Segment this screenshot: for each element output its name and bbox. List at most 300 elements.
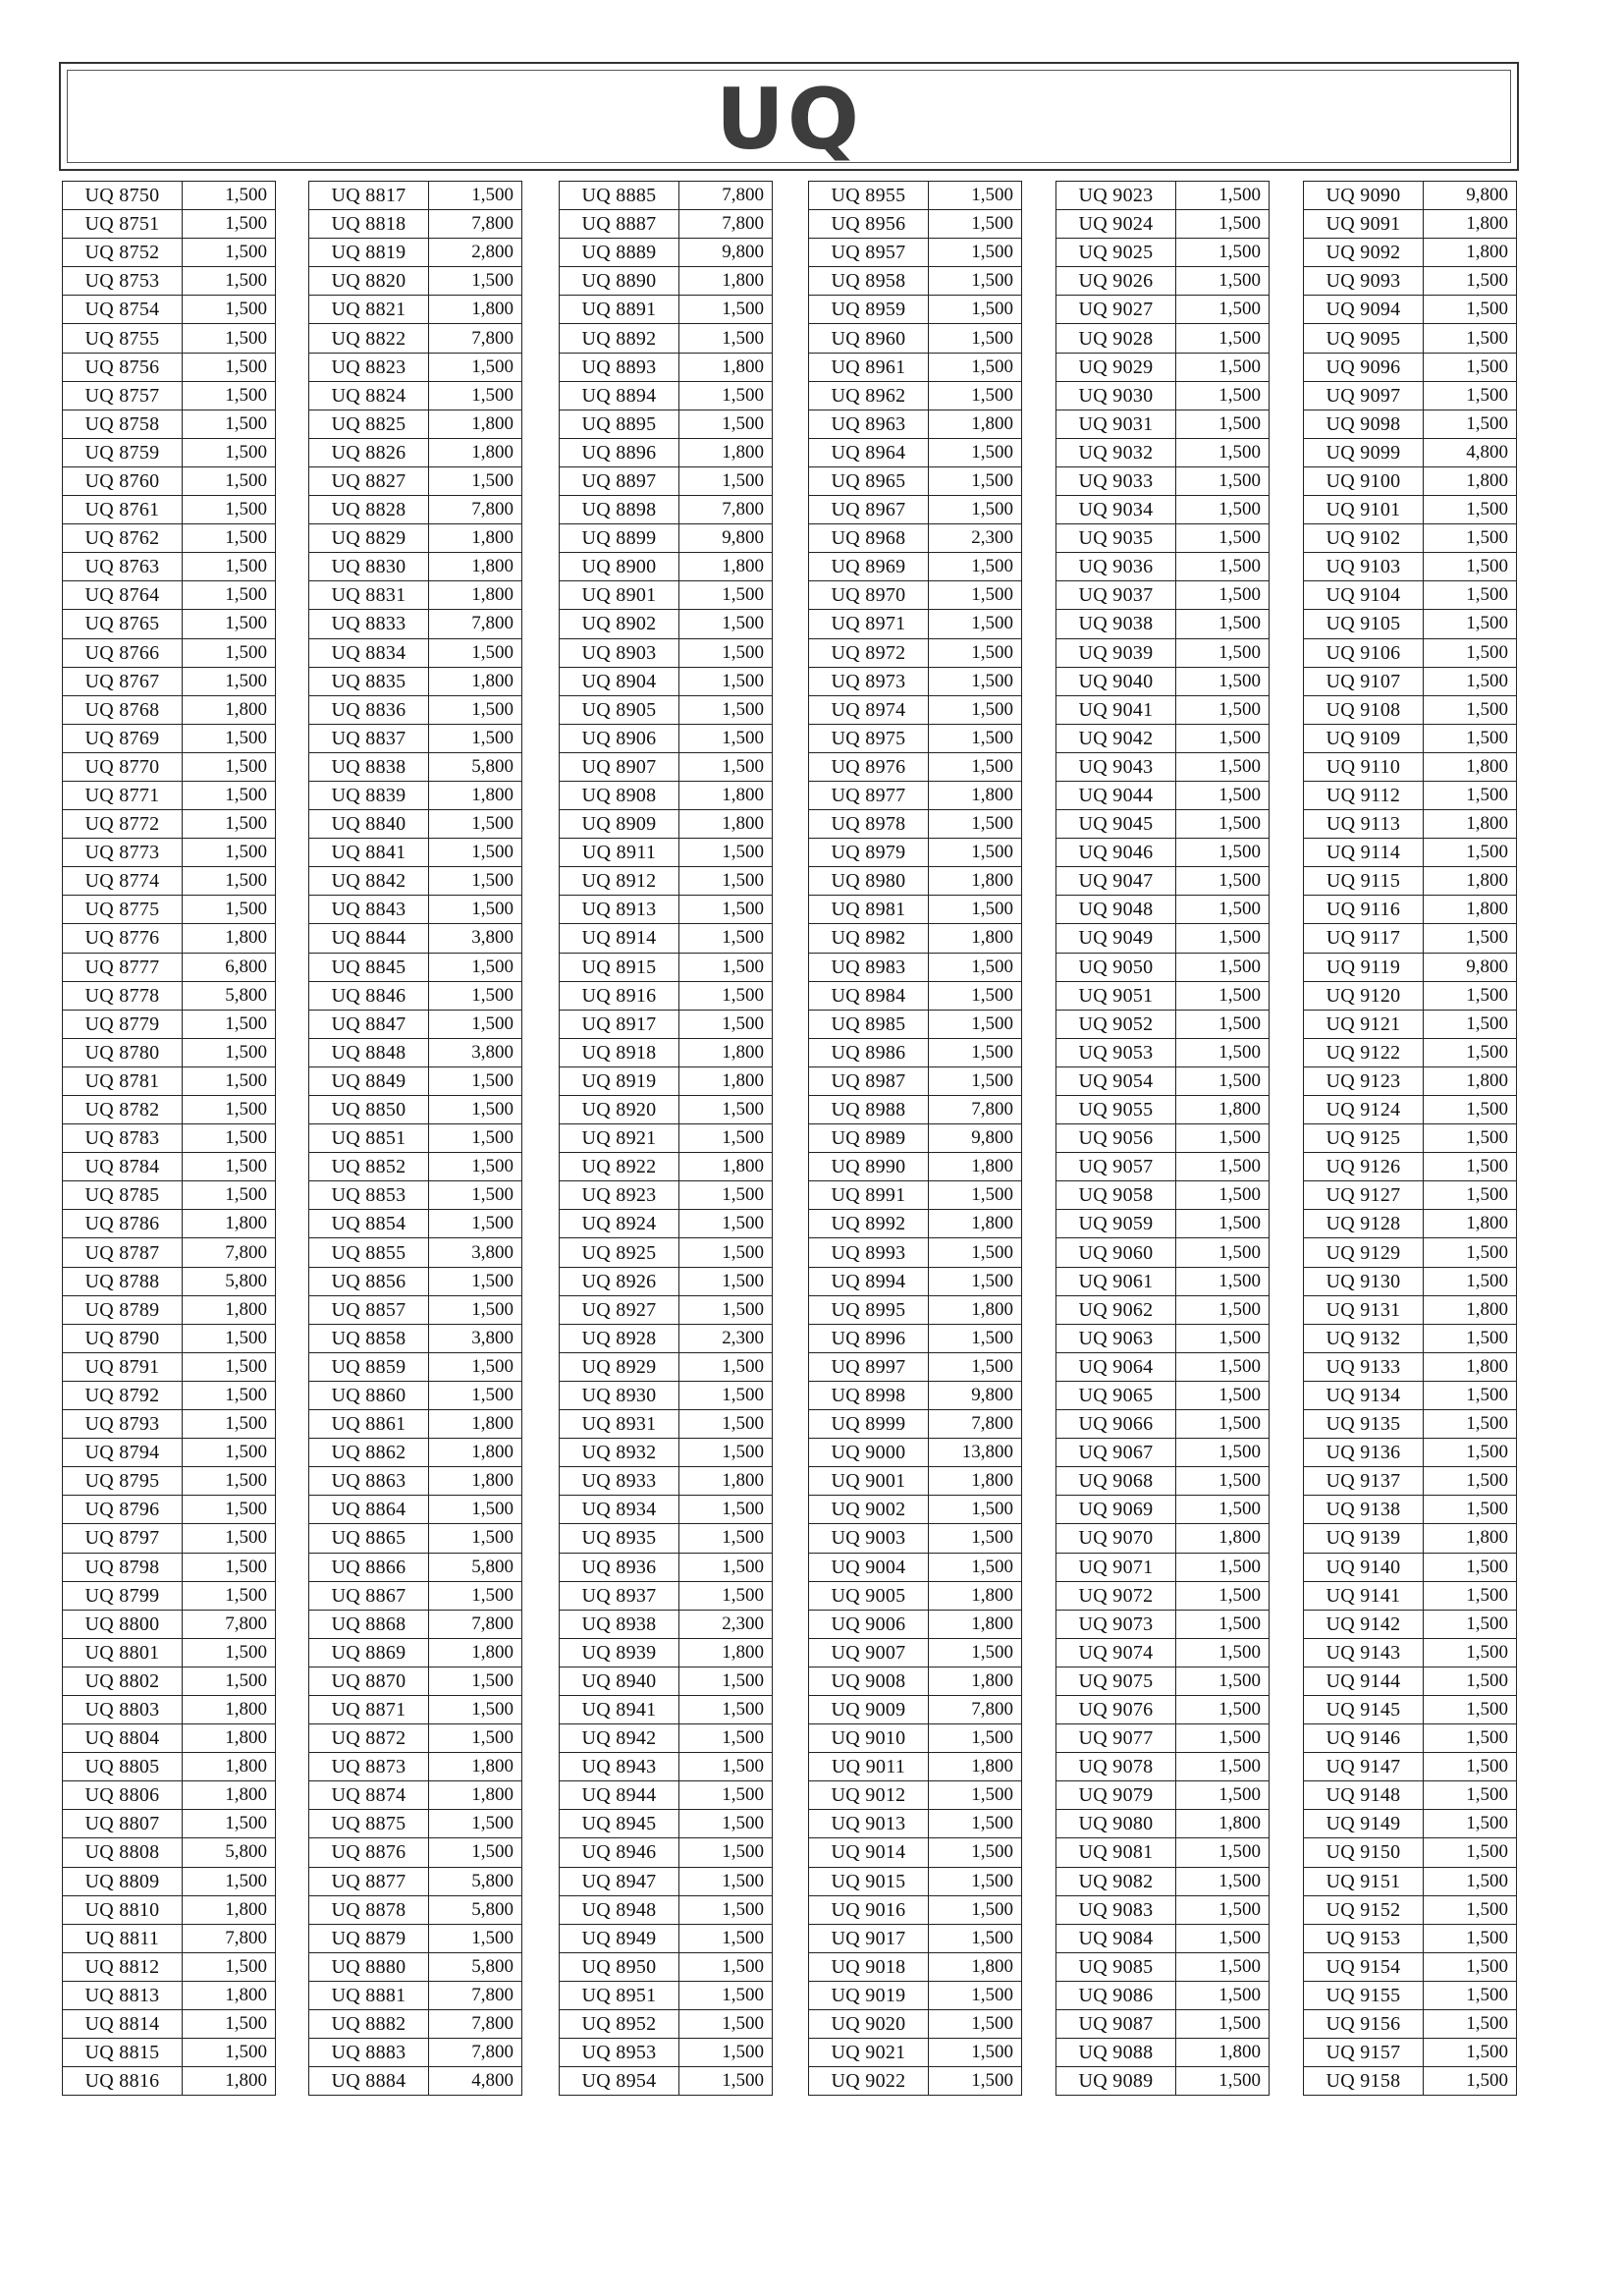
item-code: UQ 8960 [809, 324, 929, 353]
table-row [560, 724, 773, 752]
table-row [560, 524, 773, 553]
item-code: UQ 8762 [63, 524, 183, 553]
item-code: UQ 8844 [309, 924, 429, 953]
item-code: UQ 8919 [560, 1066, 679, 1095]
item-price: 1,500 [1176, 953, 1270, 981]
item-price: 2,800 [429, 239, 522, 267]
table-row [309, 210, 522, 239]
table-row [63, 638, 276, 667]
item-price: 1,500 [1424, 1753, 1517, 1781]
item-price: 1,500 [929, 496, 1022, 524]
item-code: UQ 8764 [63, 581, 183, 610]
table-row [1056, 1496, 1270, 1524]
item-price: 7,800 [429, 210, 522, 239]
item-code: UQ 8853 [309, 1181, 429, 1210]
table-row [809, 1352, 1022, 1381]
item-price: 1,500 [1176, 353, 1270, 381]
item-code: UQ 8824 [309, 381, 429, 410]
table-row [1304, 953, 1517, 981]
item-code: UQ 9071 [1056, 1553, 1176, 1581]
item-code: UQ 8758 [63, 410, 183, 438]
table-row [809, 1553, 1022, 1581]
item-price: 3,800 [429, 924, 522, 953]
item-code: UQ 8895 [560, 410, 679, 438]
table-row [560, 1952, 773, 1981]
item-code: UQ 8871 [309, 1695, 429, 1723]
item-price: 1,500 [183, 182, 276, 210]
item-price: 1,500 [679, 724, 773, 752]
item-price: 1,500 [183, 1867, 276, 1895]
item-code: UQ 9136 [1304, 1439, 1424, 1467]
item-code: UQ 9077 [1056, 1724, 1176, 1753]
table-row [1056, 381, 1270, 410]
item-price: 1,500 [1424, 667, 1517, 695]
item-price: 1,500 [429, 267, 522, 296]
item-code: UQ 9135 [1304, 1410, 1424, 1439]
item-price: 3,800 [429, 1238, 522, 1267]
item-code: UQ 8851 [309, 1124, 429, 1153]
item-code: UQ 8823 [309, 353, 429, 381]
table-row [809, 324, 1022, 353]
item-code: UQ 8944 [560, 1781, 679, 1810]
item-price: 1,500 [1176, 1496, 1270, 1524]
item-code: UQ 8805 [63, 1753, 183, 1781]
item-code: UQ 9155 [1304, 1981, 1424, 2009]
table-row [809, 1496, 1022, 1524]
table-row [1304, 1695, 1517, 1723]
item-code: UQ 8766 [63, 638, 183, 667]
table-row [560, 1610, 773, 1638]
table-row [560, 210, 773, 239]
item-code: UQ 9005 [809, 1581, 929, 1610]
table-row [309, 1352, 522, 1381]
item-code: UQ 8868 [309, 1610, 429, 1638]
item-price: 5,800 [183, 1267, 276, 1295]
table-row [1056, 466, 1270, 495]
table-row [560, 1581, 773, 1610]
item-code: UQ 9093 [1304, 267, 1424, 296]
item-code: UQ 8981 [809, 896, 929, 924]
item-code: UQ 9056 [1056, 1124, 1176, 1153]
item-code: UQ 9100 [1304, 466, 1424, 495]
item-price: 1,500 [1424, 1695, 1517, 1723]
item-code: UQ 8918 [560, 1038, 679, 1066]
table-row [809, 924, 1022, 953]
item-code: UQ 8958 [809, 267, 929, 296]
item-price: 1,500 [183, 1096, 276, 1124]
table-row [560, 896, 773, 924]
item-price: 1,500 [679, 1210, 773, 1238]
table-row [809, 438, 1022, 466]
item-price: 13,800 [929, 1439, 1022, 1467]
item-code: UQ 8856 [309, 1267, 429, 1295]
item-price: 1,500 [429, 1066, 522, 1095]
table-row [309, 1267, 522, 1295]
item-code: UQ 9090 [1304, 182, 1424, 210]
item-price: 1,500 [929, 724, 1022, 752]
table-row [809, 953, 1022, 981]
table-row [1304, 1924, 1517, 1952]
item-code: UQ 8788 [63, 1267, 183, 1295]
item-price: 1,500 [1176, 1010, 1270, 1038]
item-code: UQ 8935 [560, 1524, 679, 1553]
table-row [560, 1066, 773, 1095]
item-code: UQ 8776 [63, 924, 183, 953]
table-row [309, 610, 522, 638]
table-row [560, 496, 773, 524]
item-price: 1,500 [929, 1010, 1022, 1038]
table-row [63, 610, 276, 638]
item-price: 1,500 [183, 1381, 276, 1409]
table-row [1056, 695, 1270, 724]
table-row [1056, 667, 1270, 695]
item-price: 1,800 [1424, 210, 1517, 239]
table-row [63, 1781, 276, 1810]
item-price: 1,500 [679, 410, 773, 438]
item-code: UQ 8973 [809, 667, 929, 695]
item-code: UQ 8822 [309, 324, 429, 353]
item-code: UQ 8869 [309, 1638, 429, 1667]
item-code: UQ 8834 [309, 638, 429, 667]
item-price: 1,500 [929, 1038, 1022, 1066]
item-code: UQ 9001 [809, 1467, 929, 1496]
table-row [1056, 638, 1270, 667]
item-price: 1,500 [679, 1381, 773, 1409]
item-code: UQ 9113 [1304, 810, 1424, 839]
item-code: UQ 8903 [560, 638, 679, 667]
item-code: UQ 8909 [560, 810, 679, 839]
item-price: 5,800 [429, 1895, 522, 1924]
item-code: UQ 8926 [560, 1267, 679, 1295]
item-code: UQ 8881 [309, 1981, 429, 2009]
item-code: UQ 8773 [63, 839, 183, 867]
table-row [1304, 1553, 1517, 1581]
item-price: 1,500 [429, 1267, 522, 1295]
table-row [63, 496, 276, 524]
item-price: 1,500 [929, 210, 1022, 239]
table-row [1056, 1010, 1270, 1038]
item-price: 1,500 [183, 2010, 276, 2039]
item-price: 1,500 [1424, 1781, 1517, 1810]
table-row [1304, 610, 1517, 638]
table-row [309, 724, 522, 752]
item-code: UQ 8781 [63, 1066, 183, 1095]
item-code: UQ 9148 [1304, 1781, 1424, 1810]
item-price: 1,500 [429, 1496, 522, 1524]
table-row [1304, 867, 1517, 896]
item-code: UQ 9121 [1304, 1010, 1424, 1038]
table-row [63, 466, 276, 495]
item-code: UQ 8997 [809, 1352, 929, 1381]
item-price: 1,500 [679, 667, 773, 695]
item-price: 1,500 [183, 1581, 276, 1610]
item-code: UQ 9134 [1304, 1381, 1424, 1409]
table-row [560, 2039, 773, 2067]
table-row [809, 1695, 1022, 1723]
table-row [809, 353, 1022, 381]
table-row [1304, 1267, 1517, 1295]
item-code: UQ 9055 [1056, 1096, 1176, 1124]
item-code: UQ 9072 [1056, 1581, 1176, 1610]
item-code: UQ 9048 [1056, 896, 1176, 924]
item-code: UQ 8896 [560, 438, 679, 466]
item-code: UQ 8802 [63, 1667, 183, 1695]
item-price: 1,500 [1176, 1038, 1270, 1066]
table-row [1304, 839, 1517, 867]
table-row [63, 1038, 276, 1066]
item-price: 1,800 [679, 1066, 773, 1095]
item-code: UQ 8965 [809, 466, 929, 495]
table-row [63, 1952, 276, 1981]
table-row [309, 953, 522, 981]
item-price: 1,500 [1176, 1952, 1270, 1981]
table-row [560, 1553, 773, 1581]
item-price: 1,500 [679, 924, 773, 953]
item-price: 1,500 [679, 1295, 773, 1324]
item-code: UQ 8807 [63, 1810, 183, 1838]
item-price: 1,500 [1424, 1153, 1517, 1181]
item-price: 1,800 [183, 2067, 276, 2096]
table-row [309, 496, 522, 524]
item-price: 5,800 [183, 981, 276, 1010]
item-code: UQ 9064 [1056, 1352, 1176, 1381]
item-price: 7,800 [679, 182, 773, 210]
item-code: UQ 9046 [1056, 839, 1176, 867]
page-title: UQ [716, 71, 862, 169]
item-code: UQ 8839 [309, 781, 429, 809]
item-code: UQ 9054 [1056, 1066, 1176, 1095]
item-price: 1,500 [929, 1838, 1022, 1867]
item-code: UQ 8794 [63, 1439, 183, 1467]
table-row [1304, 724, 1517, 752]
item-price: 5,800 [429, 1867, 522, 1895]
item-price: 1,500 [929, 353, 1022, 381]
item-price: 2,300 [679, 1324, 773, 1352]
item-code: UQ 9081 [1056, 1838, 1176, 1867]
item-code: UQ 8943 [560, 1753, 679, 1781]
item-price: 7,800 [183, 1238, 276, 1267]
table-row [560, 1381, 773, 1409]
item-code: UQ 8848 [309, 1038, 429, 1066]
table-row [309, 1781, 522, 1810]
table-row [1056, 496, 1270, 524]
table-row [309, 438, 522, 466]
item-code: UQ 9084 [1056, 1924, 1176, 1952]
item-code: UQ 8908 [560, 781, 679, 809]
table-row [1304, 1781, 1517, 1810]
table-row [63, 1895, 276, 1924]
item-price: 1,500 [679, 896, 773, 924]
table-row [1056, 1895, 1270, 1924]
item-price: 1,500 [1176, 581, 1270, 610]
table-row [63, 553, 276, 581]
item-code: UQ 9091 [1304, 210, 1424, 239]
table-row [63, 1066, 276, 1095]
item-price: 1,500 [929, 1496, 1022, 1524]
item-code: UQ 9038 [1056, 610, 1176, 638]
item-price: 1,800 [929, 1753, 1022, 1781]
item-price: 1,500 [183, 810, 276, 839]
item-price: 1,500 [929, 381, 1022, 410]
item-price: 1,500 [679, 2067, 773, 2096]
table-row [1304, 1410, 1517, 1439]
item-price: 1,500 [679, 1181, 773, 1210]
item-price: 3,800 [429, 1324, 522, 1352]
table-row [809, 1153, 1022, 1181]
item-code: UQ 9143 [1304, 1638, 1424, 1667]
item-price: 1,500 [183, 296, 276, 324]
item-price: 9,800 [929, 1124, 1022, 1153]
item-price: 1,500 [1424, 1324, 1517, 1352]
table-row [1056, 1066, 1270, 1095]
item-price: 1,500 [429, 981, 522, 1010]
item-price: 1,500 [1176, 239, 1270, 267]
item-code: UQ 8957 [809, 239, 929, 267]
item-price: 1,500 [679, 695, 773, 724]
table-row [309, 182, 522, 210]
table-row [809, 553, 1022, 581]
price-table-column-4 [808, 181, 1022, 2096]
item-price: 7,800 [929, 1096, 1022, 1124]
item-price: 1,800 [183, 1695, 276, 1723]
table-row [1056, 1924, 1270, 1952]
item-price: 1,500 [1424, 638, 1517, 667]
item-code: UQ 8858 [309, 1324, 429, 1352]
table-row [63, 1010, 276, 1038]
table-row [309, 1496, 522, 1524]
table-row [1304, 1066, 1517, 1095]
item-code: UQ 9103 [1304, 553, 1424, 581]
item-price: 1,800 [1424, 867, 1517, 896]
table-row [309, 1667, 522, 1695]
item-price: 1,500 [1176, 1724, 1270, 1753]
item-code: UQ 8941 [560, 1695, 679, 1723]
table-row [309, 1581, 522, 1610]
item-code: UQ 8927 [560, 1295, 679, 1324]
item-price: 7,800 [679, 496, 773, 524]
item-code: UQ 9014 [809, 1838, 929, 1867]
table-row [560, 1638, 773, 1667]
table-row [560, 1981, 773, 2009]
table-row [63, 1210, 276, 1238]
header-inner-border [67, 70, 1511, 169]
item-code: UQ 8791 [63, 1352, 183, 1381]
item-price: 1,500 [429, 1124, 522, 1153]
table-row [560, 867, 773, 896]
item-price: 1,500 [1424, 981, 1517, 1010]
item-price: 1,500 [183, 1352, 276, 1381]
table-row [560, 667, 773, 695]
item-code: UQ 8892 [560, 324, 679, 353]
table-row [63, 896, 276, 924]
item-code: UQ 9027 [1056, 296, 1176, 324]
table-row [63, 2067, 276, 2096]
table-row [1056, 839, 1270, 867]
item-code: UQ 8811 [63, 1924, 183, 1952]
item-code: UQ 8989 [809, 1124, 929, 1153]
item-price: 1,800 [429, 581, 522, 610]
item-price: 5,800 [429, 1553, 522, 1581]
item-code: UQ 9108 [1304, 695, 1424, 724]
table-row [63, 924, 276, 953]
item-code: UQ 8998 [809, 1381, 929, 1409]
table-row [809, 1410, 1022, 1439]
item-code: UQ 9028 [1056, 324, 1176, 353]
table-row [809, 1439, 1022, 1467]
table-row [560, 781, 773, 809]
item-price: 1,500 [929, 1352, 1022, 1381]
table-row [809, 810, 1022, 839]
item-price: 1,800 [429, 1467, 522, 1496]
item-price: 1,800 [429, 1638, 522, 1667]
table-row [809, 781, 1022, 809]
item-price: 1,500 [429, 182, 522, 210]
item-code: UQ 9022 [809, 2067, 929, 2096]
item-price: 1,800 [1424, 1210, 1517, 1238]
item-price: 1,500 [929, 1181, 1022, 1210]
item-price: 1,500 [429, 896, 522, 924]
item-price: 1,800 [183, 1724, 276, 1753]
item-price: 1,500 [1424, 1952, 1517, 1981]
item-code: UQ 8898 [560, 496, 679, 524]
item-price: 5,800 [183, 1838, 276, 1867]
item-price: 1,500 [429, 695, 522, 724]
item-code: UQ 8761 [63, 496, 183, 524]
item-price: 1,500 [679, 2010, 773, 2039]
table-row [809, 1181, 1022, 1210]
table-row [560, 1153, 773, 1181]
item-code: UQ 8772 [63, 810, 183, 839]
table-row [560, 1267, 773, 1295]
table-row [309, 1981, 522, 2009]
item-price: 1,500 [183, 239, 276, 267]
item-price: 1,500 [679, 1352, 773, 1381]
item-price: 1,800 [183, 1295, 276, 1324]
item-price: 1,500 [1176, 182, 1270, 210]
item-code: UQ 9099 [1304, 438, 1424, 466]
item-code: UQ 9060 [1056, 1238, 1176, 1267]
table-row [63, 210, 276, 239]
item-price: 1,500 [1176, 638, 1270, 667]
item-price: 7,800 [429, 1610, 522, 1638]
table-row [560, 1895, 773, 1924]
table-row [63, 2039, 276, 2067]
table-row [1304, 496, 1517, 524]
item-price: 1,500 [1424, 1724, 1517, 1753]
table-row [1304, 1753, 1517, 1781]
item-code: UQ 8814 [63, 2010, 183, 2039]
table-row [809, 581, 1022, 610]
item-price: 1,500 [183, 1524, 276, 1553]
item-price: 1,500 [679, 981, 773, 1010]
item-code: UQ 8796 [63, 1496, 183, 1524]
item-price: 1,800 [1424, 1295, 1517, 1324]
table-row [809, 1724, 1022, 1753]
item-price: 1,500 [1176, 1867, 1270, 1895]
item-price: 1,800 [679, 1638, 773, 1667]
table-row [1056, 752, 1270, 781]
item-price: 1,500 [429, 1181, 522, 1210]
table-row [63, 667, 276, 695]
item-price: 9,800 [929, 1381, 1022, 1409]
table-row [1304, 2067, 1517, 2096]
item-price: 1,800 [679, 553, 773, 581]
item-code: UQ 8925 [560, 1238, 679, 1267]
item-code: UQ 8818 [309, 210, 429, 239]
item-price: 1,500 [929, 752, 1022, 781]
table-row [809, 638, 1022, 667]
table-row [63, 1553, 276, 1581]
